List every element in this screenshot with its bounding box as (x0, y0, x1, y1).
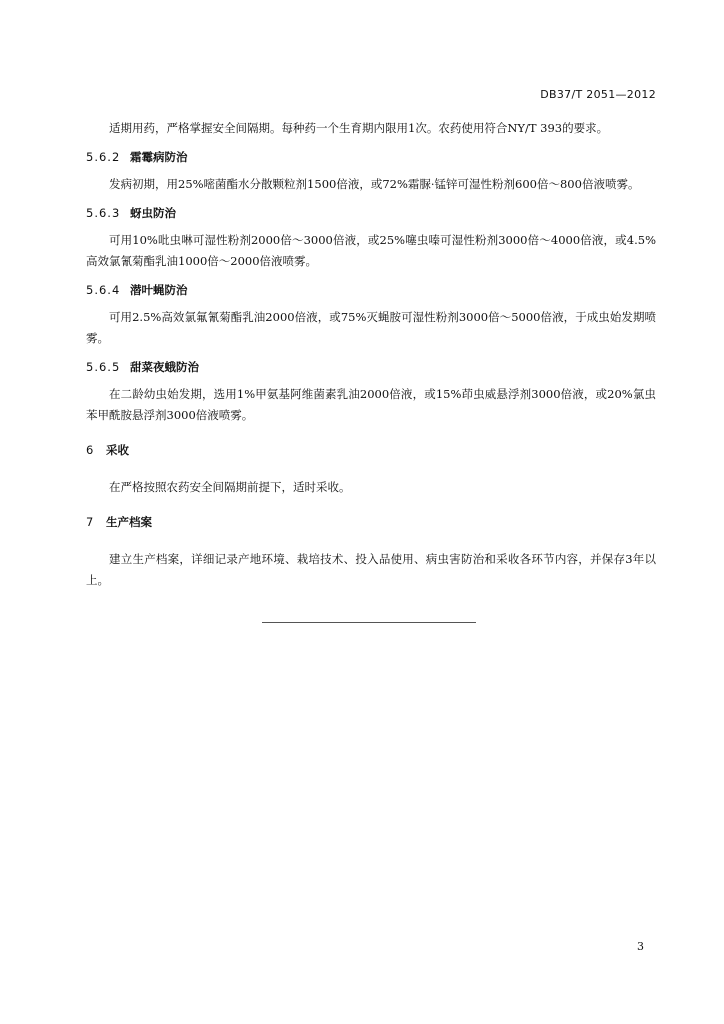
intro-paragraph: 适期用药，严格掌握安全间隔期。每种药一个生育期内限用1次。农药使用符合NY/T 393的要求。 (109, 121, 609, 135)
section-5-6-5-text: 在二龄幼虫始发期，选用1%甲氨基阿维菌素乳油2000倍液，或15%茚虫威悬浮剂3000倍液，或20%氯虫苯甲酰胺悬浮剂3000倍液喷雾。 (86, 387, 656, 422)
section-number: 5.6.2 (86, 150, 121, 164)
section-title: 蚜虫防治 (130, 206, 176, 220)
section-5-6-5-heading (86, 357, 656, 378)
section-title: 采收 (106, 443, 129, 457)
section-title: 甜菜夜蛾防治 (130, 360, 199, 374)
end-of-document-rule (262, 622, 476, 623)
section-number: 5.6.3 (86, 206, 121, 220)
section-5-6-2-heading (86, 147, 656, 168)
section-7-text: 建立生产档案，详细记录产地环境、栽培技术、投入品使用、病虫害防治和采收各环节内容，并保存3年以上。 (86, 552, 656, 587)
page-number: 3 (637, 940, 644, 953)
section-5-6-3-text: 可用10%吡虫啉可湿性粉剂2000倍～3000倍液，或25%噻虫嗪可湿性粉剂3000倍～4000倍液，或4.5%高效氯氰菊酯乳油1000倍～2000倍液喷雾。 (86, 233, 656, 268)
standard-code: DB37/T 2051—2012 (540, 88, 656, 101)
section-5-6-2-text: 发病初期，用25%嘧菌酯水分散颗粒剂1500倍液，或72%霜脲·锰锌可湿性粉剂600倍～800倍液喷雾。 (109, 177, 640, 191)
section-5-6-4-text: 可用2.5%高效氯氟氰菊酯乳油2000倍液，或75%灭蝇胺可湿性粉剂3000倍～5000倍液，于成虫始发期喷雾。 (86, 310, 656, 345)
section-7-heading (86, 512, 656, 533)
section-6-heading (86, 440, 656, 461)
document-body (86, 118, 656, 591)
section-title: 生产档案 (106, 515, 152, 529)
section-number: 5.6.4 (86, 283, 121, 297)
section-number: 6 (86, 443, 95, 457)
section-6-text: 在严格按照农药安全间隔期前提下，适时采收。 (109, 480, 351, 494)
section-title: 霜霉病防治 (130, 150, 188, 164)
section-number: 5.6.5 (86, 360, 121, 374)
section-title: 潜叶蝇防治 (130, 283, 188, 297)
section-number: 7 (86, 515, 95, 529)
section-5-6-3-heading (86, 203, 656, 224)
section-5-6-4-heading (86, 280, 656, 301)
